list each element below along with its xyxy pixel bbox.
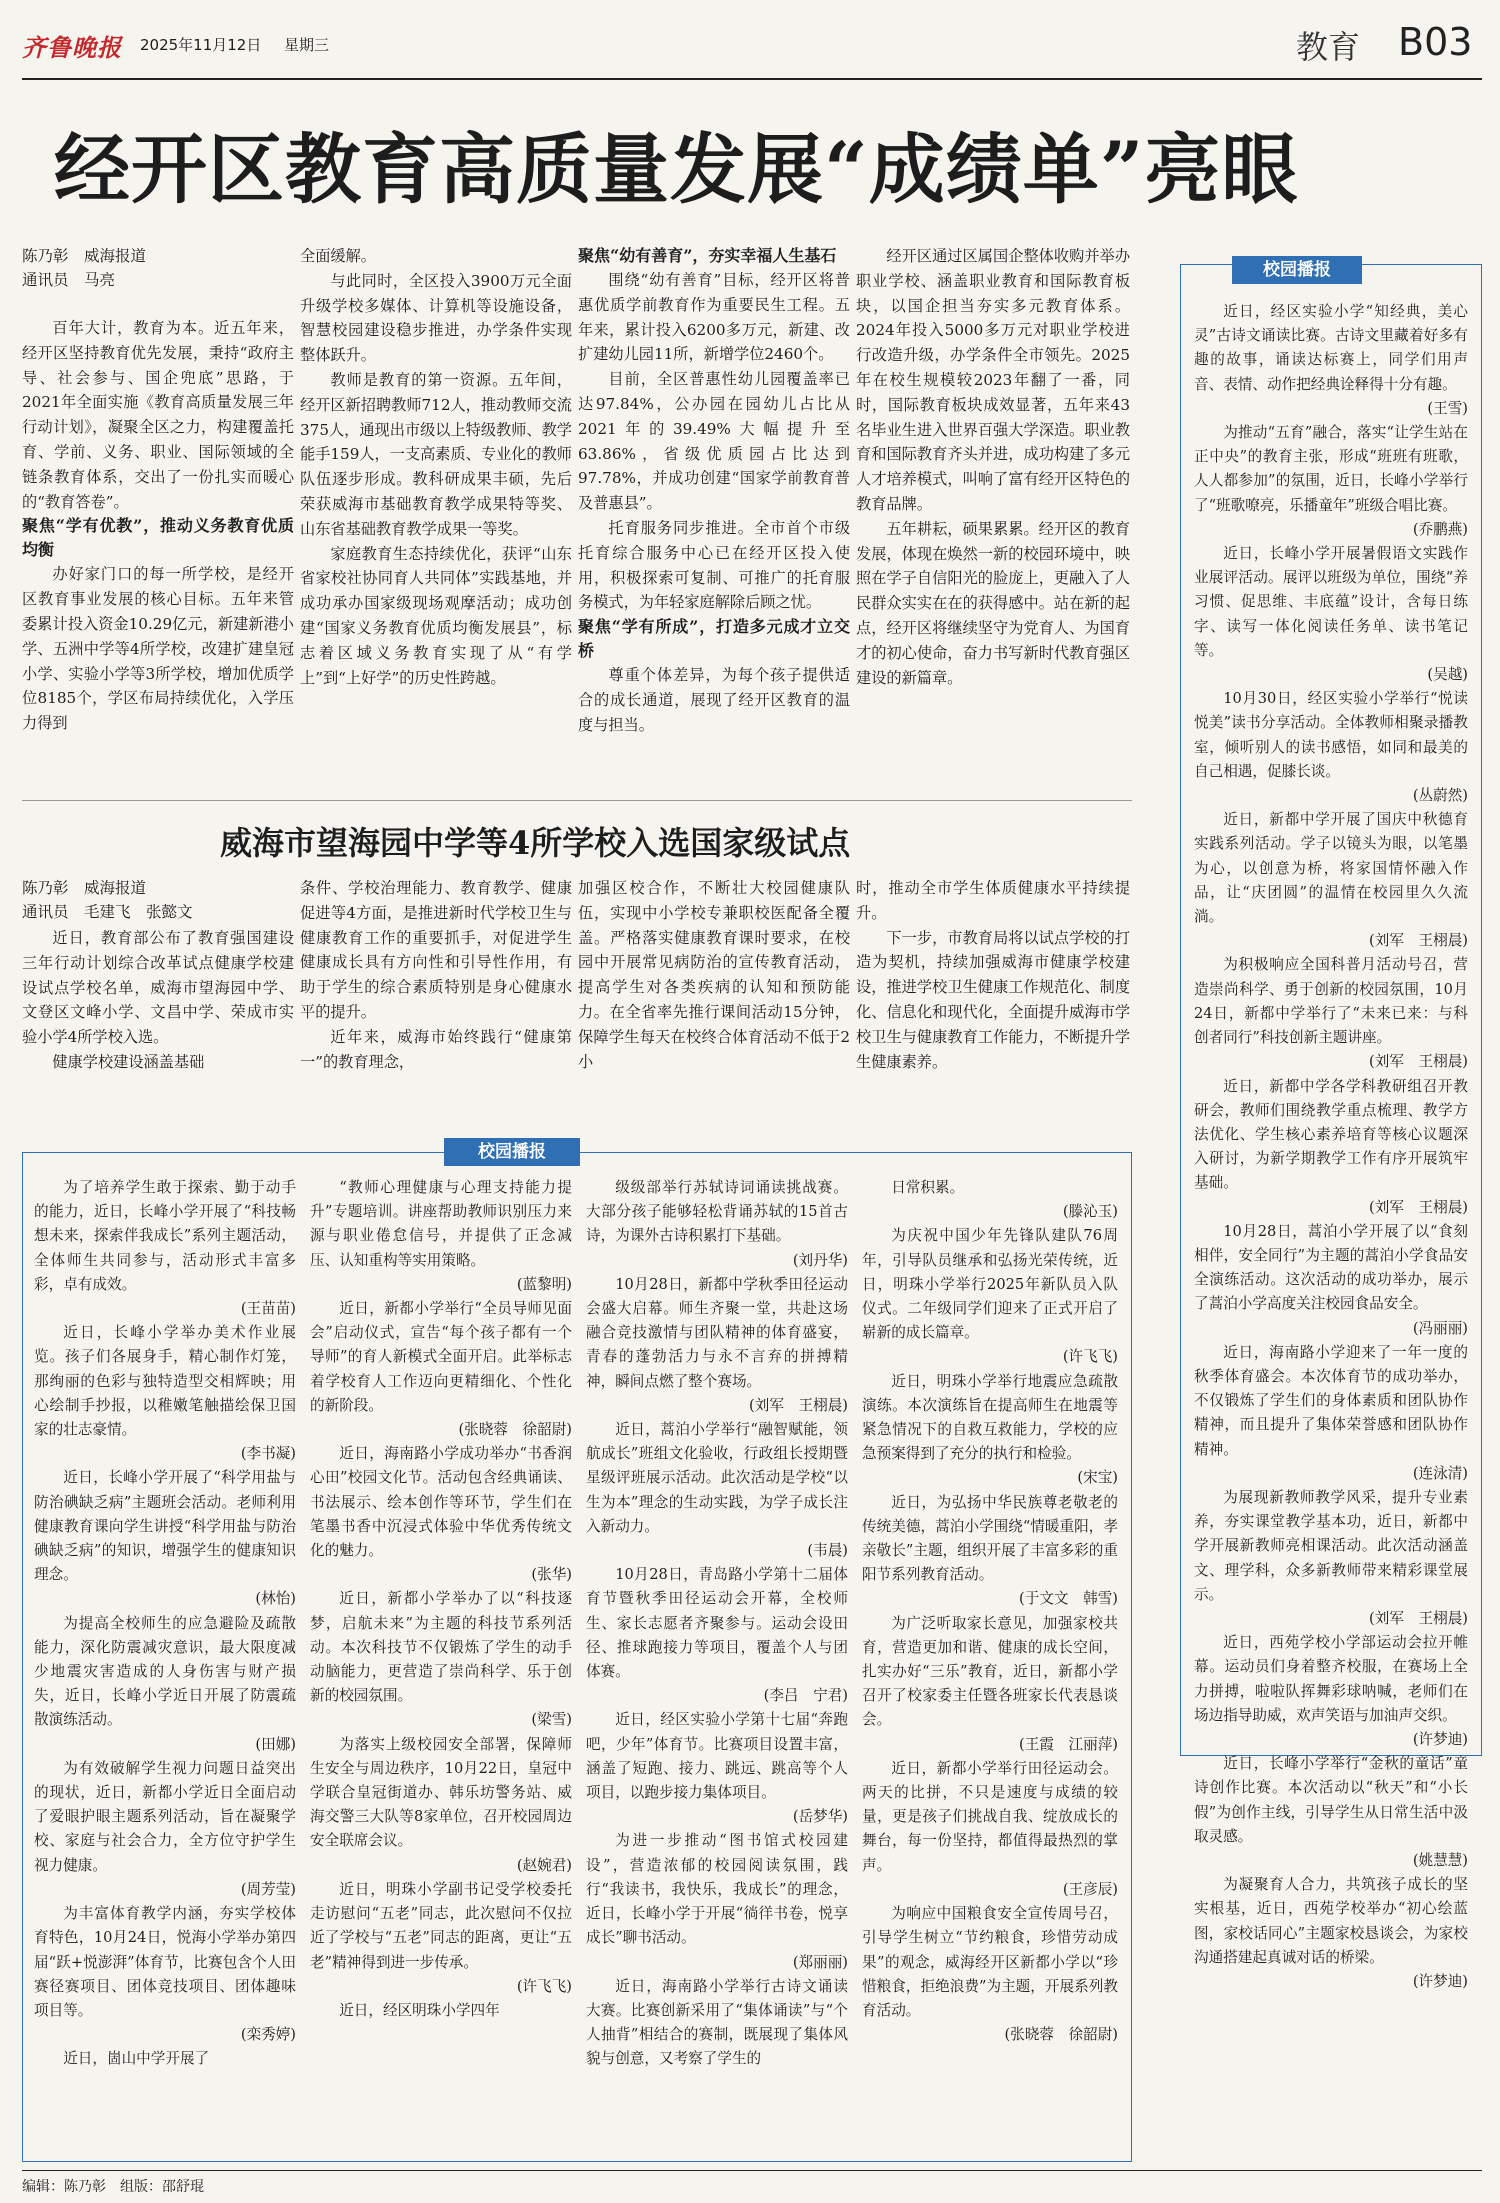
paragraph: 五年耕耘，硕果累累。经开区的教育发展，体现在焕然一新的校园环境中，映照在学子自信阳光的脸庞上，更融入了人民群众实实在在的获得感中。站在新的起点，经开区将继续坚守为党育人、为国育才的初心使命，奋力书写新时代教育强区建设的新篇章。 bbox=[856, 519, 1130, 687]
news-item-signature: (林怡) bbox=[255, 1590, 296, 1608]
news-item-text: 为进一步推动“图书馆式校园建设”，营造浓郁的校园阅读氛围，践行“我读书，我快乐，我成长”的理念，近日，长峰小学于开展“徜徉书卷，悦享成长”聊书活动。 bbox=[586, 1832, 848, 1947]
news-item-text: 近日，长峰小学开展暑假语文实践作业展评活动。展评以班级为单位，围绕“养习惯、促思维、丰底蕴”设计，含每日练字、读写一体化阅读任务单、读书笔记等。 bbox=[1194, 545, 1468, 659]
main-headline: 经开区教育高质量发展“成绩单”亮眼 bbox=[54, 125, 1299, 214]
news-item-signature: (刘军 王栩晨) bbox=[1369, 932, 1468, 950]
paragraph: 百年大计，教育为本。近五年来，经开区坚持教育优先发展，秉持“政府主导、社会参与、国企兜底”思路，于2021年全面实施《教育高质量发展三年行动计划》，凝聚全区之力，构建覆盖托育、学前、义务、职业、国际领域的全链条教育体系，交出了一份扎实而暖心的“教育答卷”。 bbox=[22, 319, 294, 511]
issue-date: 2025年11月12日 bbox=[140, 36, 262, 54]
news-item-signature: (李吕 宁君) bbox=[763, 1687, 848, 1705]
paragraph: 家庭教育生态持续优化，获评“山东省家校社协同育人共同体”实践基地，并成功承办国家级现场观摩活动；成功创建“国家义务教育优质均衡发展县”，标志着区域义务教育实现了从“有学上”到“上好学”的历史性跨越。 bbox=[300, 544, 572, 687]
news-item-text: 为丰富体育教学内涵，夯实学校体育特色，10月24日，悦海小学举办第四届“跃+悦澎湃”体育节，比赛包含个人田赛径赛项目、团体竞技项目、团体趣味项目等。 bbox=[34, 1905, 296, 2019]
paragraph: 围绕“幼有善育”目标，经开区将普惠优质学前教育作为重要民生工程。五年来，累计投入6200多万元，新建、改扩建幼儿园11所，新增学位2460个。 bbox=[578, 271, 850, 364]
news-item-text: 为凝聚育人合力，共筑孩子成长的坚实根基，近日，西苑学校举办“初心绘蓝图，家校话同心”主题家校恳谈会，为家校沟通搭建起真诚对话的桥梁。 bbox=[1194, 1876, 1468, 1966]
news-item-text: 近日，长峰小学举办美术作业展览。孩子们各展身手，精心制作灯笼，那绚丽的色彩与独特造型交相辉映；用心绘制手抄报，以稚嫩笔触描绘保卫国家的壮志豪情。 bbox=[34, 1324, 296, 1439]
news-item-text: 近日，为弘扬中华民族尊老敬老的传统美德，蒿泊小学围绕“情暖重阳，孝亲敬长”主题，组织开展了丰富多彩的重阳节系列教育活动。 bbox=[862, 1493, 1118, 1584]
news-item-signature: (刘军 王栩晨) bbox=[1369, 1198, 1468, 1216]
paragraph: 条件、学校治理能力、教育教学、健康促进等4方面，是推进新时代学校卫生与健康教育工作的重要抓手，对促进学生健康成长具有方向性和引导性作用，有助于学生的综合素质特别是身心健康水平的提升。 bbox=[300, 879, 572, 1021]
paragraph: 托育服务同步推进。全市首个市级托育综合服务中心已在经开区投入使用，积极探索可复制、可推广的托育服务模式，为年轻家庭解除后顾之忧。 bbox=[578, 518, 850, 612]
news-item-signature: (张华) bbox=[531, 1566, 572, 1584]
sidebar-news-list bbox=[1194, 300, 1468, 1994]
issue-weekday: 星期三 bbox=[284, 36, 330, 54]
news-item-signature: (栾秀婷) bbox=[240, 2026, 296, 2044]
news-item-signature: (张晓蓉 徐韶尉) bbox=[458, 1421, 572, 1439]
news-item-signature: (王苗苗) bbox=[240, 1300, 296, 1318]
news-item-text: 为广泛听取家长意见，加强家校共育，营造更加和谐、健康的成长空间，扎实办好“三乐”教育，近日，新都小学召开了校家委主任暨各班家长代表恳谈会。 bbox=[862, 1614, 1118, 1729]
news-item-text: 10月28日，蒿泊小学开展了以“食刻相伴，安全同行”为主题的蒿泊小学食品安全演练活动。这次活动的成功举办，展示了蒿泊小学高度关注校园食品安全。 bbox=[1194, 1222, 1468, 1313]
news-item-text: 近日，新都中学开展了国庆中秋德育实践系列活动。学子以镜头为眼，以笔墨为心，以创意为桥，将家国情怀融入作品，让“庆团圆”的温情在校园里久久流淌。 bbox=[1194, 811, 1468, 926]
news-item-text: 为响应中国粮食安全宣传周号召，引导学生树立“节约粮食，珍惜劳动成果”的观念，威海经开区新都小学以“珍惜粮食，拒绝浪费”为主题，开展系列教育活动。 bbox=[862, 1905, 1118, 2019]
news-item-signature: (滕沁玉) bbox=[1062, 1203, 1118, 1221]
news-item-text: 日常积累。 bbox=[891, 1179, 965, 1196]
article2-col4 bbox=[856, 876, 1130, 1074]
article2-col3 bbox=[578, 876, 850, 1074]
article-divider bbox=[22, 800, 1132, 801]
news-item-signature: (连泳清) bbox=[1412, 1464, 1468, 1482]
news-item-signature: (姚慧慧) bbox=[1412, 1852, 1468, 1869]
byline-correspondent: 通讯员 毛建飞 张懿文 bbox=[22, 903, 193, 921]
news-item-text: 近日，新都小学举行田径运动会。两天的比拼，不只是速度与成绩的较量，更是孩子们挑战自我、绽放成长的舞台，每一份坚持，都值得最热烈的掌声。 bbox=[862, 1759, 1118, 1874]
secondary-headline: 威海市望海园中学等4所学校入选国家级试点 bbox=[220, 824, 851, 862]
paragraph: 与此同时，全区投入3900万元全面升级学校多媒体、计算机等设施设备，智慧校园建设稳步推进，办学条件实现整体跃升。 bbox=[300, 271, 572, 365]
article1-col4 bbox=[856, 244, 1130, 690]
paragraph: 加强区校合作，不断壮大校园健康队伍，实现中小学校专兼职校医配备全覆盖。严格落实健康教育课时要求，在校园中开展常见病防治的宣传教育活动，提高学生对各类疾病的认知和预防能力。在全省率先推行课间活动15分钟，保障学生每天在校终合体育活动不低于2小 bbox=[578, 879, 850, 1071]
news-item-signature: (王霞 江丽萍) bbox=[1019, 1735, 1118, 1753]
article2-byline bbox=[22, 876, 294, 924]
news-item-text: 为落实上级校园安全部署，保障师生安全与周边秩序，10月22日，皇冠中学联合皇冠街道办、韩乐坊警务站、威海交警三大队等8家单位，召开校园周边安全联席会议。 bbox=[310, 1735, 572, 1850]
news-item-signature: (王雪) bbox=[1427, 399, 1468, 417]
news-item-text: 为推动“五育”融合，落实“让学生站在正中央”的教育主张，形成“班班有班歌，人人都参加”的氛围，近日，长峰小学举行了“班歌嘹亮，乐播童年”班级合唱比赛。 bbox=[1194, 424, 1468, 514]
article1-byline bbox=[22, 244, 282, 292]
news-item-text: 为展现新教师教学风采，提升专业素养，夯实课堂教学基本功，近日，新都中学开展新教师亮相课活动。此次活动涵盖文、理学科，众多新教师带来精彩课堂展示。 bbox=[1194, 1488, 1468, 1603]
article2-col1 bbox=[22, 926, 294, 1075]
news-item-signature: (田娜) bbox=[255, 1735, 296, 1753]
news-item-signature: (赵婉君) bbox=[516, 1856, 572, 1874]
article1-col3 bbox=[578, 244, 850, 738]
paragraph: 近年来，威海市始终践行“健康第一”的教育理念， bbox=[300, 1027, 572, 1071]
article1-col2 bbox=[300, 244, 572, 690]
news-item-text: 近日，海南路小学迎来了一年一度的秋季体育盛会。本次体育节的成功举办，不仅锻炼了学生们的身体素质和团队协作精神，而且提升了集体荣誉感和团队协作精神。 bbox=[1194, 1343, 1468, 1458]
news-item-text: 近日，明珠小学举行地震应急疏散演练。本次演练旨在提高师生在地震等紧急情况下的自救互救能力，学校的应急预案得到了充分的执行和检验。 bbox=[862, 1372, 1118, 1463]
news-item-signature: (刘军 王栩晨) bbox=[1369, 1609, 1468, 1627]
news-item-text: 近日，长峰小学举行“金秋的童话”童诗创作比赛。本次活动以“秋天”和“小长假”为创作主线，引导学生从日常生活中汲取灵感。 bbox=[1194, 1755, 1468, 1845]
news-item-text: 10月28日，新都中学秋季田径运动会盛大启幕。师生齐聚一堂，共赴这场融合竞技激情与团队精神的体育盛宴，青春的蓬勃活力与永不言弃的拼搏精神，瞬间点燃了整个赛场。 bbox=[586, 1275, 848, 1390]
news-item-signature: (许飞飞) bbox=[1062, 1348, 1118, 1366]
editor-credit: 编辑：陈乃彰 组版：邵舒琨 bbox=[22, 2179, 204, 2195]
news-item-signature: (李书凝) bbox=[240, 1445, 296, 1463]
news-item-text: 近日，新都中学各学科教研组召开教研会，教师们围绕教学重点梳理、教学方法优化、学生核心素养培育等核心议题深入研讨，为新学期教学工作有序开展筑牢基础。 bbox=[1194, 1077, 1468, 1192]
news-item-signature: (丛蔚然) bbox=[1412, 787, 1468, 805]
paragraph: 时，推动全市学生体质健康水平持续提升。 bbox=[856, 879, 1130, 922]
sidebar-label: 校园播报 bbox=[1232, 256, 1362, 284]
news-item-signature: (岳梦华) bbox=[792, 1808, 848, 1826]
paragraph: 教师是教育的第一资源。五年间，经开区新招聘教师712人，推动教师交流375人，通现出市级以上特级教师、教学能手159人，一支高素质、专业化的教师队伍逐步形成。教科研成果丰硕，先后荣获威海市基础教育教学成果特等奖、山东省基础教育教学成果一等奖。 bbox=[300, 370, 572, 538]
paragraph: 全面缓解。 bbox=[300, 247, 376, 265]
news-item-text: 近日，经区实验小学“知经典，美心灵”古诗文诵读比赛。古诗文里藏着好多有趣的故事，诵读达标赛上，同学们用声音、表情、动作把经典诠释得十分有趣。 bbox=[1194, 303, 1468, 393]
news-item-text: 近日，长峰小学开展了“科学用盐与防治碘缺乏病”主题班会活动。老师利用健康教育课向学生讲授“科学用盐与防治碘缺乏病”的知识，增强学生的健康知识理念。 bbox=[34, 1469, 296, 1584]
paragraph: 目前，全区普惠性幼儿园覆盖率已达97.84%，公办园在园幼儿占比从2021年的39.49%大幅提升至63.86%，省级优质园占比达到97.78%，并成功创建“国家学前教育普及普惠县”。 bbox=[578, 370, 850, 513]
article1-col1 bbox=[22, 316, 294, 736]
news-label: 校园播报 bbox=[444, 1138, 580, 1166]
news-item-text: 为积极响应全国科普月活动号召，营造崇尚科学、勇于创新的校园氛围，10月24日，新都中学举行了“未来已来：与科创者同行”科技创新主题讲座。 bbox=[1194, 956, 1468, 1047]
news-item-text: 近日，海南路小学举行古诗文诵读大赛。比赛创新采用了“集体诵读”与“个人抽背”相结合的赛制，既展现了集体风貌与创意，又考察了学生的 bbox=[586, 1977, 848, 2068]
news-item-text: 近日，蒿泊小学举行“融智赋能，领航成长”班组文化验收，行政组长授期暨星级评班展示活动。此次活动是学校“以生为本”理念的生动实践，为学子成长注入新动力。 bbox=[586, 1421, 848, 1535]
news-item-text: 为提高全校师生的应急避险及疏散能力，深化防震减灾意识，最大限度减少地震灾害造成的人身伤害与财产损失，近日，长峰小学近日开展了防震疏散演练活动。 bbox=[34, 1614, 296, 1729]
newspaper-logo: 齐鲁晚报 bbox=[22, 33, 122, 62]
news-item-signature: (冯丽丽) bbox=[1412, 1319, 1468, 1337]
paragraph: 尊重个体差异，为每个孩子提供适合的成长通道，展现了经开区教育的温度与担当。 bbox=[578, 666, 850, 734]
byline-reporter: 陈乃彰 威海报道 bbox=[22, 879, 147, 897]
paragraph: 健康学校建设涵盖基础 bbox=[52, 1052, 205, 1071]
news-item-signature: (蓝黎明) bbox=[516, 1275, 572, 1293]
news-item-text: 近日，西苑学校小学部运动会拉开帷幕。运动员们身着整齐校服，在赛场上全力拼搏，啦啦队挥舞彩球呐喊，老师们在场边指导助威，欢声笑语与加油声交织。 bbox=[1194, 1634, 1468, 1724]
section-heading: 聚焦“学有所成”，打造多元成才立交桥 bbox=[578, 617, 850, 661]
news-item-text: 近日，新都小学举办了以“科技逐梦，启航未来”为主题的科技节系列活动。本次科技节不仅锻炼了学生的动手动脑能力，更营造了崇尚科学、乐于创新的校园氛围。 bbox=[310, 1590, 572, 1705]
news-item-signature: (郑丽丽) bbox=[792, 1953, 848, 1971]
news-item-signature: (许梦迪) bbox=[1412, 1730, 1468, 1748]
news-col4 bbox=[862, 1176, 1118, 2047]
news-item-text: 为了培养学生敢于探索、勤于动手的能力，近日，长峰小学开展了“科技畅想未来，探索伴我成长”系列主题活动，全体师生共同参与，活动形式丰富多彩，卓有成效。 bbox=[34, 1179, 296, 1293]
news-item-text: 近日，海南路小学成功举办“书香润心田”校园文化节。活动包含经典诵读、书法展示、绘本创作等环节，学生们在笔墨书香中沉浸式体验中华优秀传统文化的魅力。 bbox=[310, 1445, 572, 1560]
news-col2 bbox=[310, 1176, 572, 2023]
news-item-signature: (张晓蓉 徐韶尉) bbox=[1004, 2026, 1118, 2044]
news-item-signature: (乔鹏燕) bbox=[1412, 520, 1468, 538]
section-heading: 聚焦“学有优教”，推动义务教育优质均衡 bbox=[22, 516, 294, 560]
news-item-text: 近日，新都小学举行“全员导师见面会”启动仪式，宣告“每个孩子都有一个导师”的育人新模式全面开启。此举标志着学校育人工作迈向更精细化、个性化的新阶段。 bbox=[310, 1300, 572, 1414]
news-item-signature: (于文文 韩雪) bbox=[1019, 1590, 1118, 1608]
news-col1 bbox=[34, 1176, 296, 2072]
byline-correspondent: 通讯员 马亮 bbox=[22, 271, 116, 289]
news-item-text: 为庆祝中国少年先锋队建队76周年，引导队员继承和弘扬光荣传统，近日，明珠小学举行2025年新队员入队仪式。二年级同学们迎来了正式开启了崭新的成长篇章。 bbox=[862, 1227, 1118, 1342]
masthead-rule bbox=[22, 78, 1482, 80]
paragraph: 近日，教育部公布了教育强国建设三年行动计划综合改革试点健康学校建设试点学校名单，威海市望海园中学、文登区文峰小学、文昌中学、荣成市实验小学4所学校入选。 bbox=[22, 929, 294, 1047]
paragraph: 经开区通过区属国企整体收购并举办职业学校、涵盖职业教育和国际教育板块，以国企担当夯实多元教育体系。2024年投入5000多万元对职业学校进行改造升级，办学条件全市领先。2025年在校生规模较2023年翻了一番，同时，国际教育板块成效显著，五年来43名毕业生进入世界百强大学深造。职业教育和国际教育齐头并进，成功构建了多元人才培养模式，叫响了富有经开区特色的教育品牌。 bbox=[856, 247, 1130, 513]
news-item-signature: (许飞飞) bbox=[516, 1977, 572, 1995]
news-item-text: 近日，明珠小学副书记受学校委托走访慰问“五老”同志，此次慰问不仅拉近了学校与“五老”同志的距离，更让“五老”精神得到进一步传承。 bbox=[310, 1880, 572, 1971]
news-item-signature: (梁雪) bbox=[531, 1711, 572, 1729]
news-item-signature: (吴越) bbox=[1427, 666, 1468, 684]
news-item-signature: (刘军 王栩晨) bbox=[1369, 1053, 1468, 1071]
section-name: 教育 bbox=[1296, 28, 1361, 66]
news-item-text: 级级部举行苏轼诗词诵读挑战赛。大部分孩子能够轻松背诵苏轼的15首古诗，为课外古诗积累打下基础。 bbox=[586, 1179, 848, 1245]
news-item-text: 10月28日，青岛路小学第十二届体育节暨秋季田径运动会开幕，全校师生、家长志愿者齐聚参与。运动会设田径、推球跑接力等项目，覆盖个人与团体赛。 bbox=[586, 1566, 848, 1681]
news-item-signature: (刘丹华) bbox=[792, 1251, 848, 1269]
news-item-signature: (周芳莹) bbox=[240, 1880, 296, 1898]
news-item-text: 为有效破解学生视力问题日益突出的现状，近日，新都小学近日全面启动了爱眼护眼主题系列活动，旨在凝聚学校、家庭与社会合力，全方位守护学生视力健康。 bbox=[34, 1759, 296, 1874]
news-item-signature: (许梦迪) bbox=[1412, 1973, 1468, 1991]
news-item-signature: (宋宝) bbox=[1077, 1469, 1118, 1487]
paragraph: 下一步，市教育局将以试点学校的打造为契机，持续加强威海市健康学校建设，推进学校卫生健康工作规范化、制度化、信息化和现代化，全面提升威海市学校卫生与健康教育工作能力，不断提升学生健康素养。 bbox=[856, 928, 1130, 1071]
news-item-text: 近日，崮山中学开展了 bbox=[63, 2050, 210, 2068]
byline-reporter: 陈乃彰 威海报道 bbox=[22, 247, 147, 265]
news-col3 bbox=[586, 1176, 848, 2072]
news-item-text: “教师心理健康与心理支持能力提升”专题培训。讲座帮助教师识别压力来源与职业倦怠信号，并提供了正念减压、认知重构等实用策略。 bbox=[310, 1179, 572, 1269]
article2-col2 bbox=[300, 876, 572, 1074]
news-item-signature: (刘军 王栩晨) bbox=[749, 1396, 848, 1414]
news-item-text: 近日，经区明珠小学四年 bbox=[339, 2001, 500, 2019]
paragraph: 办好家门口的每一所学校，是经开区教育事业发展的核心目标。五年来管委累计投入资金10.29亿元，新建新港小学、五洲中学等4所学校，改建扩建皇冠小学、实验小学等3所学校，增加优质学位8185个，学区布局持续优化，入学压力得到 bbox=[22, 565, 294, 733]
news-item-text: 10月30日，经区实验小学举行“悦读悦美”读书分享活动。全体教师相聚录播教室，倾听别人的读书感悟，如同和最美的自己相遇，促膝长谈。 bbox=[1194, 690, 1468, 780]
news-item-text: 近日，经区实验小学第十七届“奔跑吧，少年”体育节。比赛项目设置丰富，涵盖了短跑、接力、跳远、跳高等个人项目，以跑步接力集体项目。 bbox=[586, 1711, 848, 1802]
footer-rule bbox=[22, 2170, 1482, 2171]
news-item-signature: (王彦辰) bbox=[1062, 1880, 1118, 1898]
page-number: B03 bbox=[1398, 20, 1473, 64]
news-item-signature: (韦晨) bbox=[807, 1542, 848, 1560]
section-heading: 聚焦“幼有善育”，夯实幸福人生基石 bbox=[578, 246, 837, 265]
